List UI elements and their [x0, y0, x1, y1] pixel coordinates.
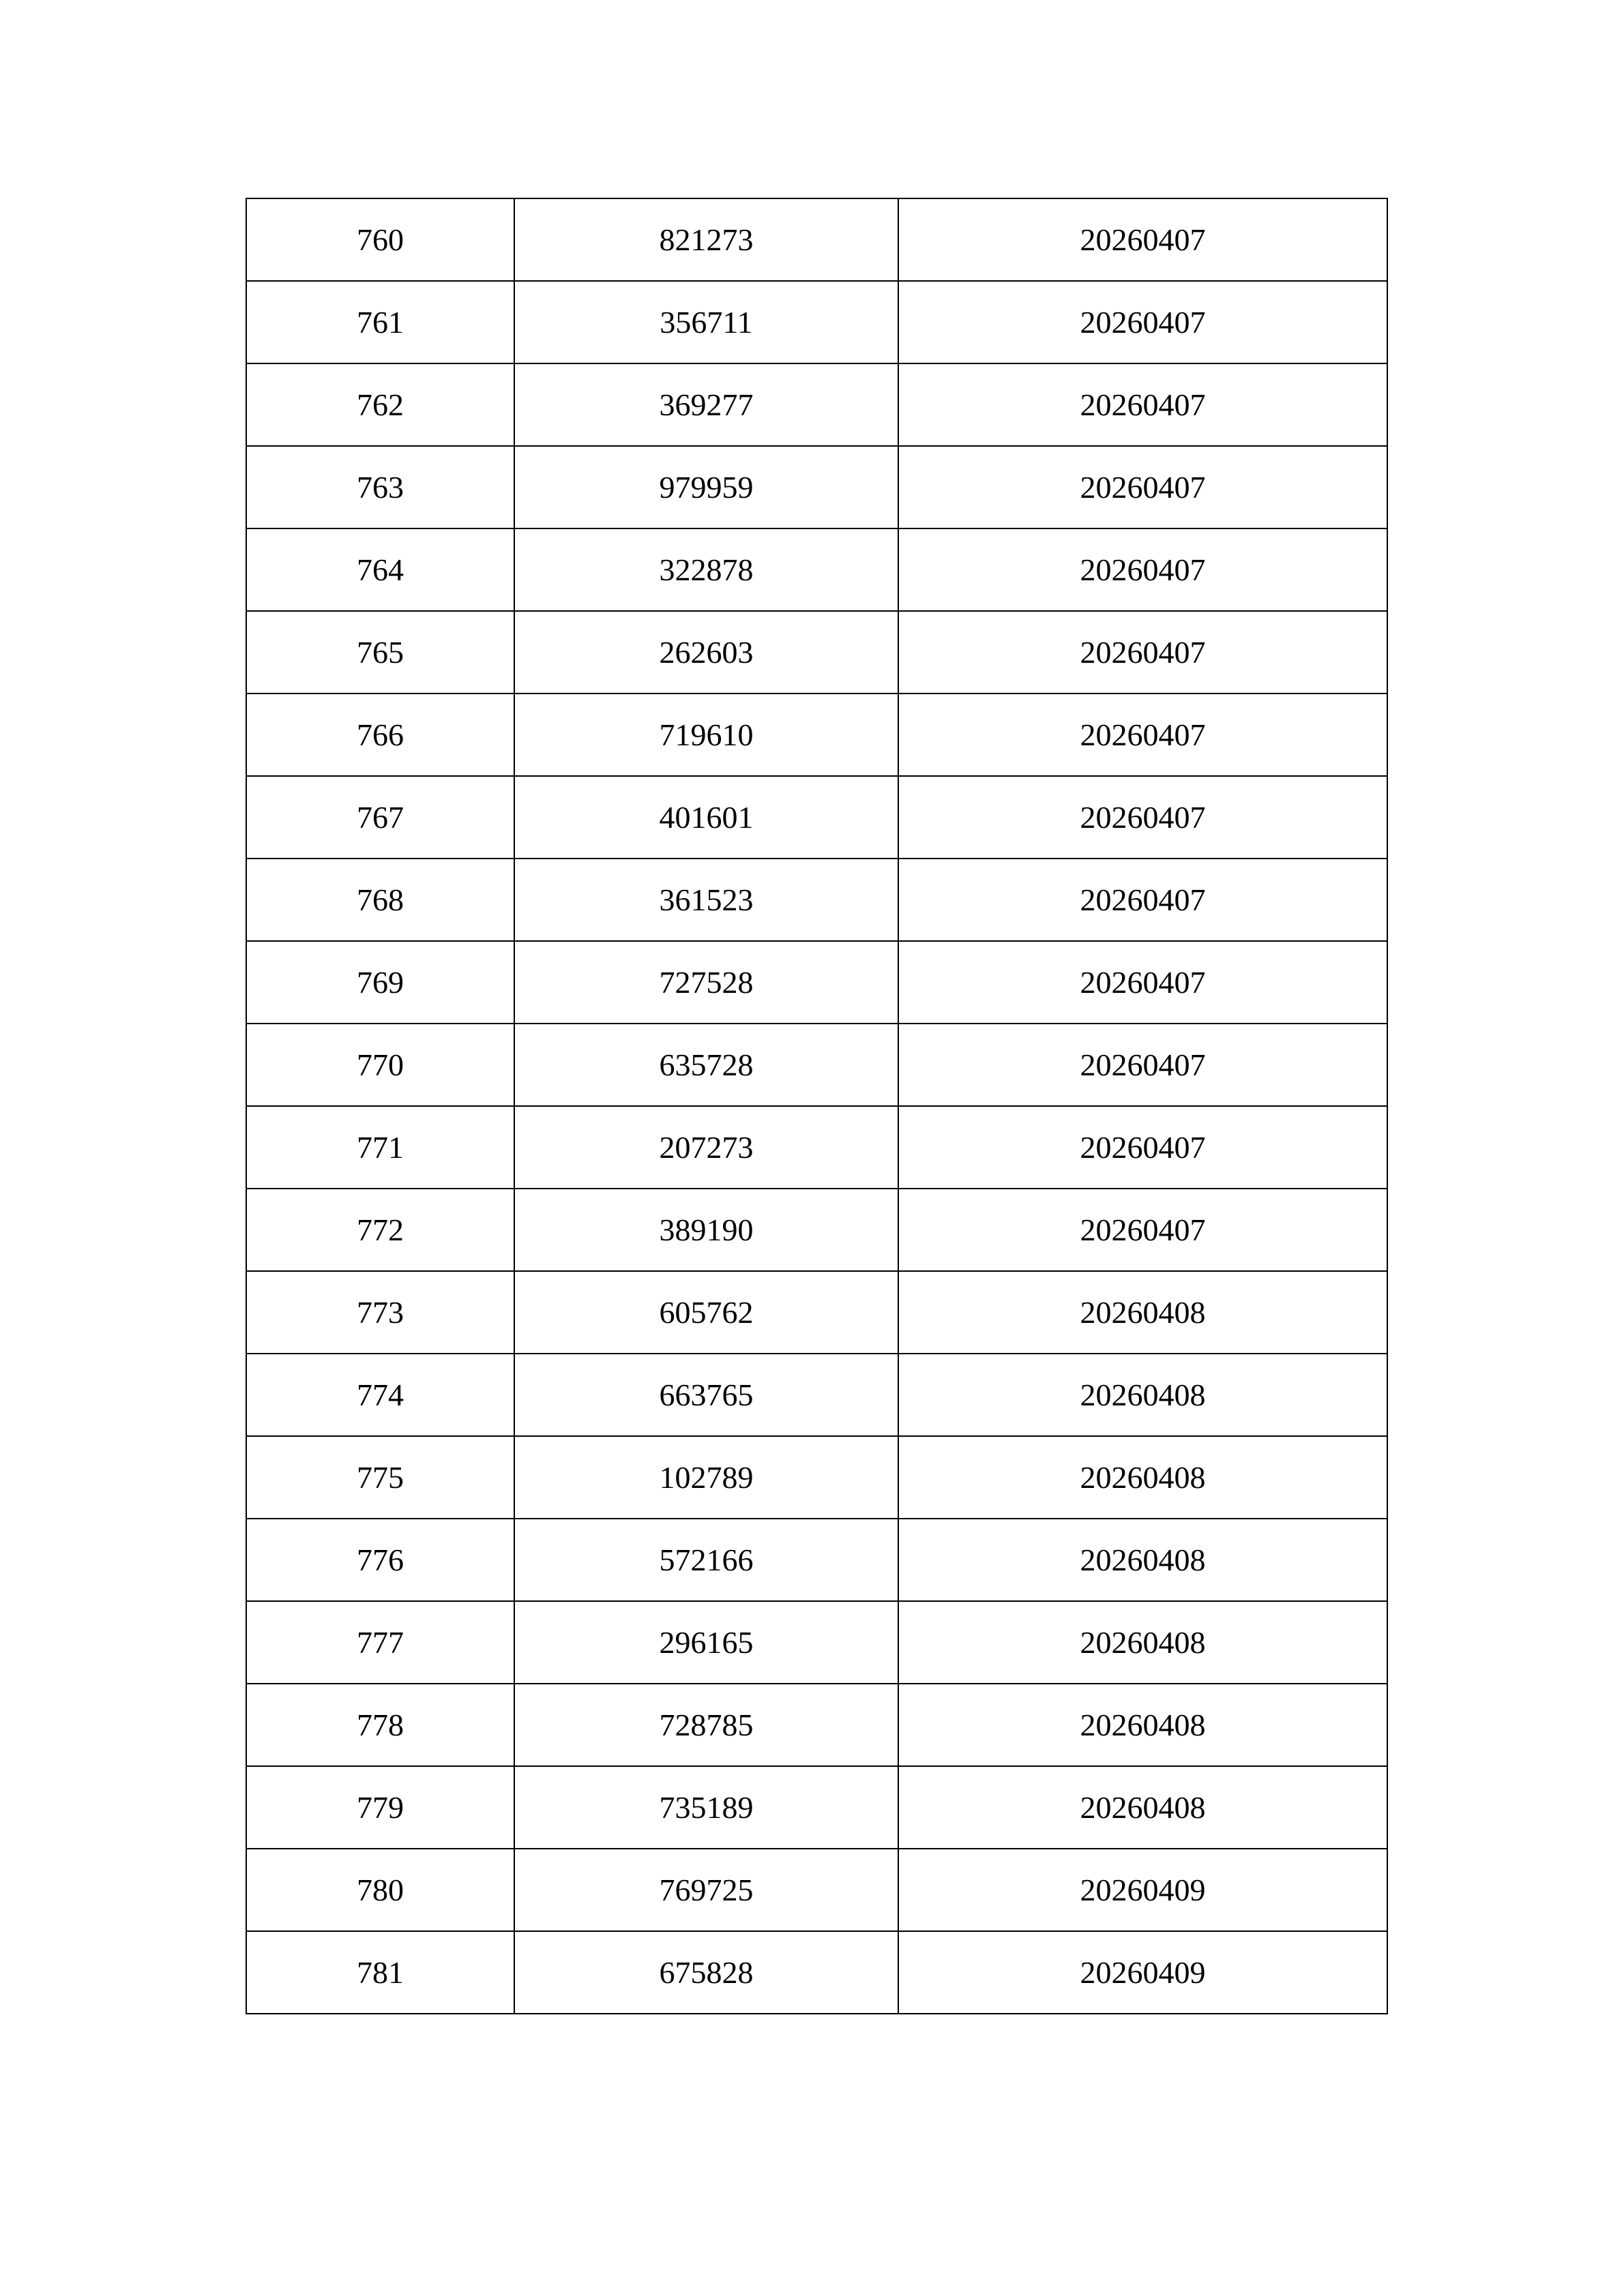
table-row: [246, 528, 1387, 611]
table-row: [246, 1601, 1387, 1684]
table-row: [246, 1931, 1387, 2014]
code-cell: 102789: [514, 1436, 898, 1519]
serial-number-cell: 762: [246, 363, 514, 446]
table-row: [246, 198, 1387, 281]
table-row: [246, 1519, 1387, 1601]
serial-number-cell: 775: [246, 1436, 514, 1519]
date-cell: 20260408: [898, 1436, 1387, 1519]
serial-number-cell: 777: [246, 1601, 514, 1684]
serial-number-cell: 760: [246, 198, 514, 281]
date-cell: 20260407: [898, 776, 1387, 859]
serial-number-cell: 767: [246, 776, 514, 859]
code-cell: 821273: [514, 198, 898, 281]
date-cell: 20260409: [898, 1849, 1387, 1931]
code-cell: 361523: [514, 859, 898, 941]
table-row: [246, 1436, 1387, 1519]
code-cell: 401601: [514, 776, 898, 859]
table-body: [246, 198, 1387, 2014]
table-row: [246, 281, 1387, 363]
serial-number-cell: 770: [246, 1024, 514, 1106]
code-cell: 979959: [514, 446, 898, 528]
serial-number-cell: 781: [246, 1931, 514, 2014]
table-row: [246, 446, 1387, 528]
serial-number-cell: 766: [246, 694, 514, 776]
table-row: [246, 776, 1387, 859]
date-cell: 20260407: [898, 1189, 1387, 1271]
code-cell: 605762: [514, 1271, 898, 1354]
date-cell: 20260407: [898, 859, 1387, 941]
date-cell: 20260407: [898, 528, 1387, 611]
date-cell: 20260408: [898, 1601, 1387, 1684]
date-cell: 20260408: [898, 1766, 1387, 1849]
serial-number-cell: 773: [246, 1271, 514, 1354]
code-cell: 727528: [514, 941, 898, 1024]
table-row: [246, 1849, 1387, 1931]
table-row: [246, 1024, 1387, 1106]
date-cell: 20260407: [898, 198, 1387, 281]
code-cell: 719610: [514, 694, 898, 776]
serial-number-cell: 772: [246, 1189, 514, 1271]
code-cell: 675828: [514, 1931, 898, 2014]
serial-number-cell: 765: [246, 611, 514, 694]
table-row: [246, 611, 1387, 694]
code-cell: 728785: [514, 1684, 898, 1766]
serial-number-cell: 779: [246, 1766, 514, 1849]
table-row: [246, 1189, 1387, 1271]
table-row: [246, 694, 1387, 776]
serial-number-cell: 769: [246, 941, 514, 1024]
date-cell: 20260408: [898, 1519, 1387, 1601]
date-cell: 20260407: [898, 941, 1387, 1024]
code-cell: 635728: [514, 1024, 898, 1106]
serial-number-cell: 761: [246, 281, 514, 363]
date-cell: 20260408: [898, 1271, 1387, 1354]
date-cell: 20260407: [898, 1024, 1387, 1106]
date-cell: 20260408: [898, 1354, 1387, 1436]
date-cell: 20260407: [898, 363, 1387, 446]
serial-number-cell: 780: [246, 1849, 514, 1931]
table-row: [246, 1271, 1387, 1354]
table-row: [246, 1354, 1387, 1436]
table-row: [246, 941, 1387, 1024]
code-cell: 369277: [514, 363, 898, 446]
table-row: [246, 1106, 1387, 1189]
serial-number-cell: 763: [246, 446, 514, 528]
table-row: [246, 363, 1387, 446]
serial-number-cell: 771: [246, 1106, 514, 1189]
code-cell: 769725: [514, 1849, 898, 1931]
date-cell: 20260407: [898, 281, 1387, 363]
code-cell: 207273: [514, 1106, 898, 1189]
table-row: [246, 1766, 1387, 1849]
code-cell: 356711: [514, 281, 898, 363]
data-table: [246, 198, 1388, 2014]
code-cell: 322878: [514, 528, 898, 611]
code-cell: 389190: [514, 1189, 898, 1271]
code-cell: 735189: [514, 1766, 898, 1849]
date-cell: 20260407: [898, 694, 1387, 776]
serial-number-cell: 768: [246, 859, 514, 941]
date-cell: 20260407: [898, 446, 1387, 528]
date-cell: 20260409: [898, 1931, 1387, 2014]
serial-number-cell: 778: [246, 1684, 514, 1766]
serial-number-cell: 776: [246, 1519, 514, 1601]
date-cell: 20260407: [898, 611, 1387, 694]
date-cell: 20260407: [898, 1106, 1387, 1189]
code-cell: 663765: [514, 1354, 898, 1436]
code-cell: 572166: [514, 1519, 898, 1601]
date-cell: 20260408: [898, 1684, 1387, 1766]
serial-number-cell: 774: [246, 1354, 514, 1436]
code-cell: 296165: [514, 1601, 898, 1684]
code-cell: 262603: [514, 611, 898, 694]
table-row: [246, 1684, 1387, 1766]
table-row: [246, 859, 1387, 941]
serial-number-cell: 764: [246, 528, 514, 611]
